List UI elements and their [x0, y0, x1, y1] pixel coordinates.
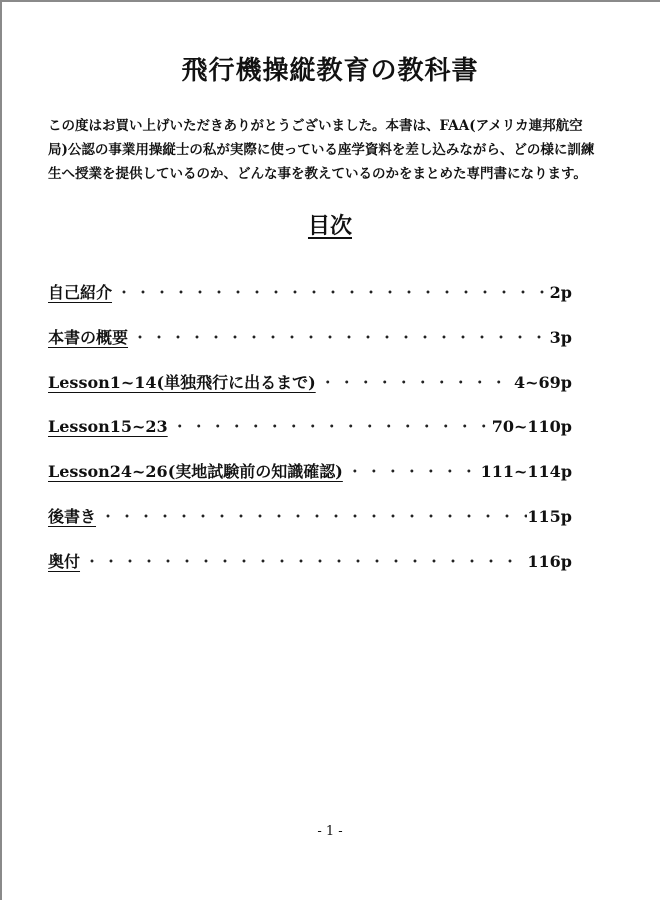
toc-entry-label: Lesson15~23: [48, 417, 168, 437]
toc-dot-leader: [96, 504, 527, 527]
toc-entry[interactable]: [48, 504, 572, 549]
toc-entry-page: 2p: [549, 283, 572, 302]
toc-entry-page: 4~69p: [514, 372, 572, 392]
toc-heading: [0, 209, 660, 240]
toc-dot-leader: [168, 414, 492, 437]
page-title: 飛行機操縦教育の教科書: [181, 56, 479, 86]
toc-entry-page: 70~110p: [491, 417, 572, 437]
toc-entry[interactable]: [48, 414, 572, 459]
intro-paragraph: この度はお買い上げいただきありがとうございました。本書は、FAA(アメリカ連邦航空局)公認の事業用操縦士の私が実際に使っている座学資料を差し込みながら、どの様に訓練生へ授業を提供しているのか、どんな事を教えているのかをまとめた専門書になります。: [48, 118, 595, 182]
toc-entry-label: 奥付: [48, 551, 81, 571]
toc-dot-leader: [112, 280, 550, 303]
toc-entry-label: 本書の概要: [48, 327, 129, 347]
toc-dot-leader: [343, 459, 481, 482]
toc-entry-page: 111~114p: [480, 462, 572, 482]
toc-entry[interactable]: [48, 370, 572, 415]
toc-entry[interactable]: [48, 549, 572, 594]
toc-entry-label: Lesson1~14(単独飛行に出るまで): [48, 372, 316, 392]
toc-heading-text: 目次: [307, 213, 352, 239]
toc-entry-page: 115p: [527, 506, 572, 526]
page-border-top: [0, 0, 660, 2]
toc-dot-leader: [128, 325, 550, 348]
toc-dot-leader: [80, 549, 527, 572]
toc-entry-page: 116p: [527, 551, 572, 571]
toc-entry-label: Lesson24~26(実地試験前の知識確認): [48, 462, 343, 482]
toc-entry-label: 後書き: [48, 506, 97, 526]
toc-dot-leader: [316, 370, 514, 393]
table-of-contents: [48, 280, 572, 594]
toc-entry[interactable]: [48, 325, 572, 370]
toc-entry-label: 自己紹介: [48, 283, 113, 302]
page-number: - 1 -: [317, 824, 343, 839]
toc-entry[interactable]: [48, 459, 572, 504]
toc-entry-page: 3p: [549, 327, 572, 347]
page-border-left: [0, 0, 2, 900]
toc-entry[interactable]: [48, 280, 572, 325]
